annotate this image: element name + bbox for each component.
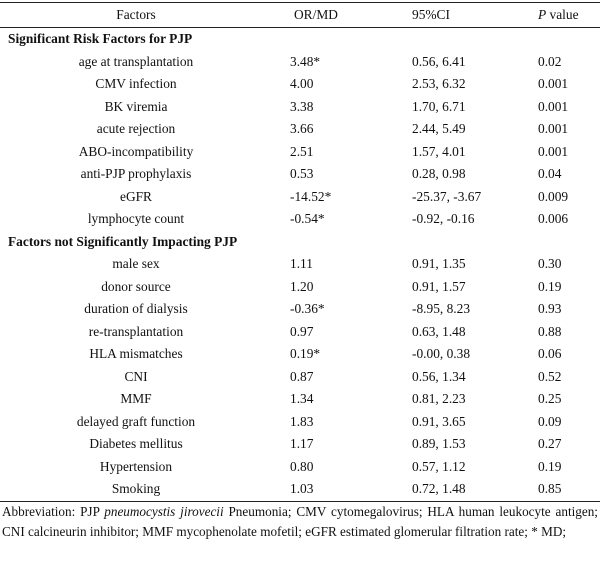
section-header-row — [0, 28, 600, 51]
cell-factor: MMF — [120, 391, 152, 407]
cell-p-value: 0.52 — [538, 368, 562, 384]
cell-p-value: 0.009 — [538, 188, 569, 204]
header-factors: Factors — [0, 3, 272, 28]
cell-factor: CNI — [124, 368, 148, 384]
cell-factor: ABO-incompatibility — [78, 143, 194, 159]
cell-ci: 0.81, 2.23 — [412, 391, 466, 407]
cell-or-md: -0.36* — [290, 301, 325, 317]
table-header — [0, 3, 600, 28]
table-row — [0, 478, 600, 501]
table-row — [0, 253, 600, 276]
cell-ci: 0.57, 1.12 — [412, 458, 466, 474]
table-row — [0, 366, 600, 389]
footnote-species: pneumocystis jirovecii — [104, 504, 224, 519]
cell-or-md: 1.34 — [290, 391, 314, 407]
cell-ci: 0.91, 1.57 — [412, 278, 466, 294]
cell-ci: 1.57, 4.01 — [412, 143, 466, 159]
cell-ci: 0.91, 3.65 — [412, 413, 466, 429]
cell-or-md: 0.80 — [290, 458, 314, 474]
table-row — [0, 186, 600, 209]
cell-p-value: 0.006 — [538, 211, 569, 227]
cell-factor: age at transplantation — [78, 53, 194, 69]
cell-or-md: -14.52* — [290, 188, 332, 204]
cell-p-value: 0.04 — [538, 166, 562, 182]
pjp-factors-table — [0, 2, 600, 502]
cell-ci: 0.89, 1.53 — [412, 436, 466, 452]
table-row — [0, 433, 600, 456]
cell-or-md: 3.38 — [290, 98, 314, 114]
cell-or-md: 0.53 — [290, 166, 314, 182]
cell-ci: 0.56, 1.34 — [412, 368, 466, 384]
cell-factor: duration of dialysis — [84, 301, 188, 317]
cell-or-md: 1.20 — [290, 278, 314, 294]
cell-p-value: 0.93 — [538, 301, 562, 317]
cell-p-value: 0.001 — [538, 143, 569, 159]
header-p-italic: P — [538, 7, 547, 22]
table-row — [0, 96, 600, 119]
cell-or-md: 1.11 — [290, 256, 313, 272]
cell-factor: anti-PJP prophylaxis — [80, 166, 192, 182]
cell-p-value: 0.19 — [538, 458, 562, 474]
header-p-rest: value — [546, 7, 579, 22]
cell-p-value: 0.001 — [538, 76, 569, 92]
cell-p-value: 0.001 — [538, 98, 569, 114]
cell-p-value: 0.85 — [538, 478, 600, 501]
table-row — [0, 411, 600, 434]
table-row — [0, 51, 600, 74]
cell-factor: lymphocyte count — [87, 211, 185, 227]
cell-or-md: 1.17 — [290, 436, 314, 452]
cell-p-value: 0.02 — [538, 53, 562, 69]
cell-factor: HLA mismatches — [89, 346, 183, 362]
cell-or-md: 1.83 — [290, 413, 314, 429]
header-p-value — [538, 3, 600, 28]
cell-or-md: -0.54* — [290, 211, 325, 227]
cell-or-md: 1.03 — [272, 478, 412, 501]
header-or-md: OR/MD — [272, 3, 412, 28]
cell-ci: 0.28, 0.98 — [412, 166, 466, 182]
table-row — [0, 163, 600, 186]
cell-factor: acute rejection — [96, 121, 176, 137]
cell-factor: Smoking — [0, 478, 272, 501]
table-row — [0, 276, 600, 299]
header-95ci: 95%CI — [412, 3, 538, 28]
cell-factor: delayed graft function — [76, 413, 196, 429]
cell-p-value: 0.27 — [538, 436, 562, 452]
cell-factor: donor source — [101, 278, 171, 294]
cell-ci: -25.37, -3.67 — [412, 188, 482, 204]
cell-or-md: 4.00 — [290, 76, 314, 92]
cell-p-value: 0.09 — [538, 413, 562, 429]
cell-factor: Hypertension — [99, 458, 173, 474]
table-row — [0, 321, 600, 344]
cell-or-md: 3.66 — [290, 121, 314, 137]
cell-or-md: 3.48* — [290, 53, 321, 69]
cell-or-md: 0.87 — [290, 368, 314, 384]
table-row — [0, 208, 600, 231]
cell-ci: 0.56, 6.41 — [412, 53, 466, 69]
section-header-row — [0, 231, 600, 254]
table-row — [0, 456, 600, 479]
footnote-part-c: Pneumonia; CMV cytomegalovirus; HLA human leukocyte antigen; CNI calcineurin inhibitor; MMF mycophenolate mofetil; eGFR estimated glomerular filtration rate; * MD; — [2, 504, 598, 539]
cell-ci: 2.53, 6.32 — [412, 76, 466, 92]
section-title: Significant Risk Factors for PJP — [8, 31, 193, 47]
table-row — [0, 343, 600, 366]
cell-factor: CMV infection — [95, 76, 177, 92]
cell-or-md: 2.51 — [290, 143, 314, 159]
section-title: Factors not Significantly Impacting PJP — [8, 233, 238, 249]
cell-p-value: 0.001 — [538, 121, 569, 137]
table-row — [0, 141, 600, 164]
table-row — [0, 298, 600, 321]
cell-p-value: 0.88 — [538, 323, 562, 339]
table-row — [0, 388, 600, 411]
cell-ci: 0.72, 1.48 — [412, 478, 538, 501]
cell-p-value: 0.30 — [538, 256, 562, 272]
cell-factor: re-transplantation — [88, 323, 184, 339]
cell-ci: 1.70, 6.71 — [412, 98, 466, 114]
header-row — [0, 3, 600, 28]
footnote-part-a: Abbreviation: PJP — [2, 504, 105, 519]
table-row — [0, 73, 600, 96]
cell-ci: 2.44, 5.49 — [412, 121, 466, 137]
table-footnote — [2, 502, 598, 542]
table-row — [0, 118, 600, 141]
cell-ci: -0.00, 0.38 — [412, 346, 471, 362]
cell-or-md: 0.19* — [290, 346, 321, 362]
cell-ci: -0.92, -0.16 — [412, 211, 475, 227]
cell-factor: male sex — [112, 256, 160, 272]
cell-p-value: 0.25 — [538, 391, 562, 407]
cell-ci: 0.63, 1.48 — [412, 323, 466, 339]
cell-ci: 0.91, 1.35 — [412, 256, 466, 272]
cell-or-md: 0.97 — [290, 323, 314, 339]
cell-factor: BK viremia — [104, 98, 168, 114]
cell-p-value: 0.06 — [538, 346, 562, 362]
cell-factor: Diabetes mellitus — [89, 436, 183, 452]
cell-p-value: 0.19 — [538, 278, 562, 294]
cell-factor: eGFR — [120, 188, 152, 204]
cell-ci: -8.95, 8.23 — [412, 301, 471, 317]
table-body — [0, 28, 600, 502]
